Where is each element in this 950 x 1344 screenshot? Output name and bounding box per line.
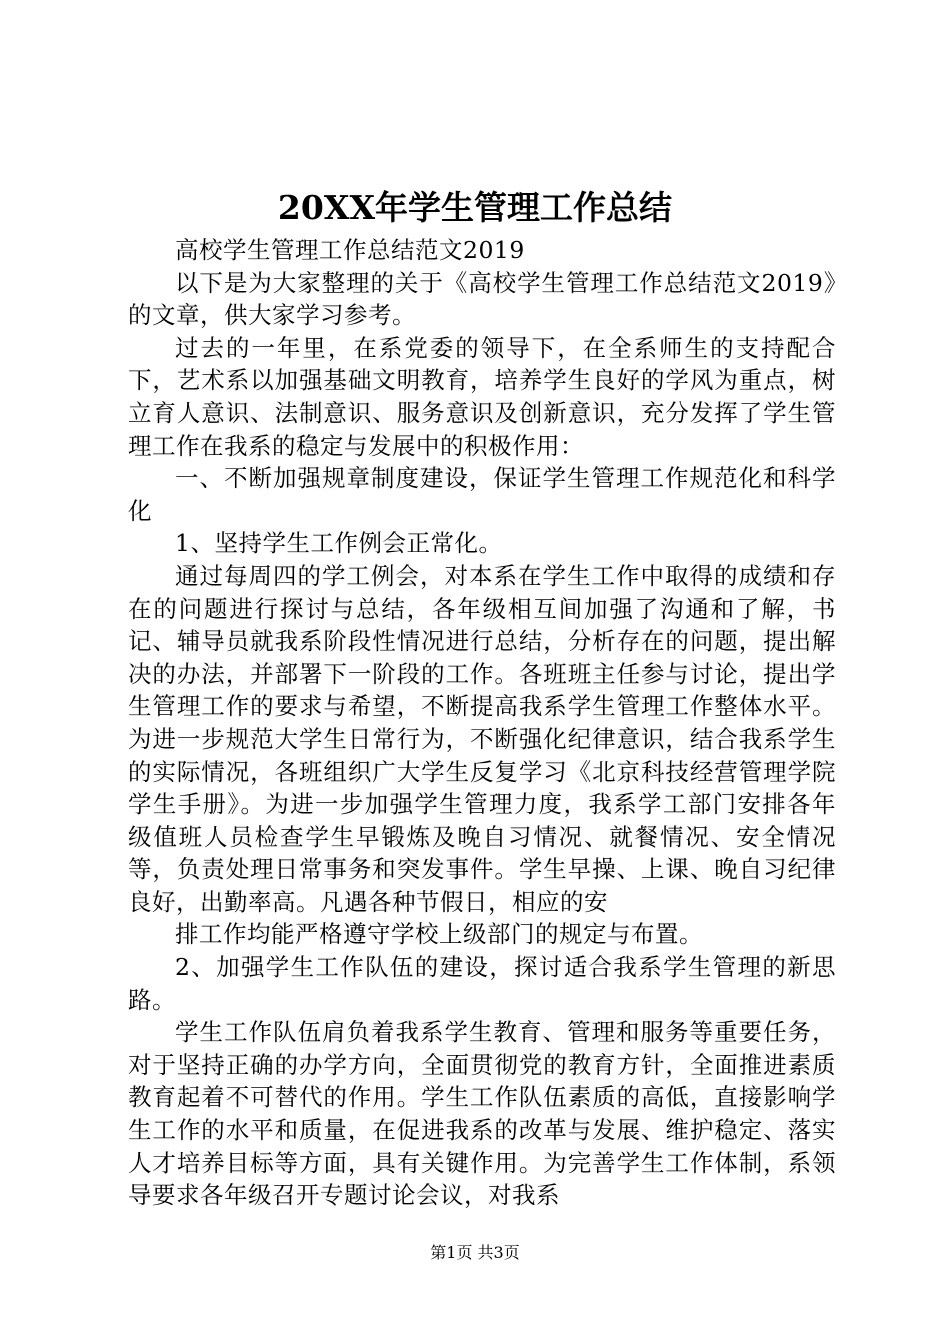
document-title: 20XX年学生管理工作总结 [277,188,673,227]
paragraph-intro: 以下是为大家整理的关于《高校学生管理工作总结范文2019》的文章，供大家学习参考。 [128,268,836,330]
paragraph-overview: 过去的一年里，在系党委的领导下，在全系师生的支持配合下，艺术系以加强基础文明教育，培养学生良好的学风为重点，树立育人意识、法制意识、服务意识及创新意识，充分发挥了学生管理工作在我系的稳定与发展中的积极作用： [128,333,836,460]
paragraph-subtitle: 高校学生管理工作总结范文2019 [175,236,525,264]
section-heading-1: 一、不断加强规章制度建设，保证学生管理工作规范化和科学化 [128,464,836,525]
paragraph-arrangement: 排工作均能严格遵守学校上级部门的规定与布置。 [175,920,703,949]
page-footer: 第1页 共3页 [430,1243,520,1262]
subsection-heading-1: 1、坚持学生工作例会正常化。 [175,529,503,558]
subsection-heading-2: 2、加强学生工作队伍的建设，探讨适合我系学生管理的新思路。 [128,953,836,1014]
paragraph-team: 学生工作队伍肩负着我系学生教育、管理和服务等重要任务，对于坚持正确的办学方向，全面贯彻党的教育方针，全面推进素质教育起着不可替代的作用。学生工作队伍素质的高低，直接影响学生工作的水平和质量，在促进我系的改革与发展、维护稳定、落实人才培养目标等方面，具有关键作用。为完善学生工作体制，系领导要求各年级召开专题讨论会议，对我系 [128,1018,836,1210]
paragraph-meeting: 通过每周四的学工例会，对本系在学生工作中取得的成绩和存在的问题进行探讨与总结，各年级相互间加强了沟通和了解，书记、辅导员就我系阶段性情况进行总结，分析存在的问题，提出解决的办法，并部署下一阶段的工作。各班班主任参与讨论，提出学生管理工作的要求与希望，不断提高我系学生管理工作整体水平。为进一步规范大学生日常行为，不断强化纪律意识，结合我系学生的实际情况，各班组织广大学生反复学习《北京科技经营管理学院学生手册》。为进一步加强学生管理力度，我系学工部门安排各年级值班人员检查学生早锻炼及晚自习情况、就餐情况、安全情况等，负责处理日常事务和突发事件。学生早操、上课、晚自习纪律良好，出勤率高。凡遇各种节假日，相应的安 [128,561,836,916]
document-body [128,234,836,1212]
